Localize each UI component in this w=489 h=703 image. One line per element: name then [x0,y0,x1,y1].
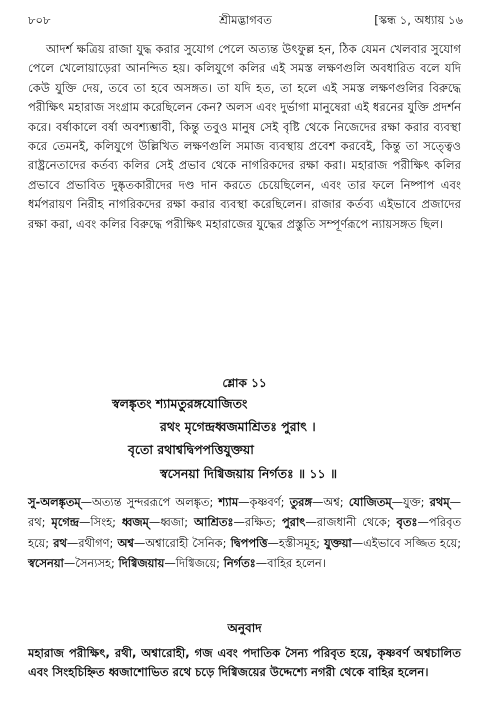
synonym-entry: অশ্ব—অশ্বারোহী সৈনিক; [117,535,227,550]
synonym-meaning: এইভাবে সজ্জিত হয়ে; [363,535,462,550]
synonym-word: নির্গতঃ [223,556,256,571]
synonym-meaning: যুক্ত; [403,495,425,509]
synonym-entry: দ্বিপপত্তি—হস্তীসমূহ; [230,535,320,550]
synonym-meaning: রাজধানী থেকে; [316,515,391,530]
synonym-meaning: অশ্ব; [323,495,344,509]
synonym-word: সু-অলঙ্কৃতম্ [28,495,81,509]
verse-line-3: বৃতো রথাশ্বদ্বিপপত্তিযুক্তয়া [128,442,254,457]
synonym-word: রথ [53,535,67,550]
synonym-entry: ধ্বজম্—ধ্বজা; [121,515,189,530]
synonym-word: যোজিতম্ [348,495,392,509]
synonym-word: রথম্ [429,495,450,509]
synonym-meaning: সিংহ; [90,515,116,530]
verse-line-4: স্বসেনয়া দিগ্বিজয়ায় নির্গতঃ ॥ ১১ ॥ [160,466,338,481]
synonym-meaning: অত্যন্ত সুন্দররূপে অলঙ্কৃত; [92,495,214,509]
translation-paragraph: মহারাজ পরীক্ষিৎ, রথী, অশ্বারোহী, গজ এবং পদাতিক সৈন্য পরিবৃত হয়ে, কৃষ্ণবর্ণ অশ্বচালিত এবং সিংহচিহ্নিত ধ্বজাশোভিত রথে চড়ে দিগ্বিজয়ের উদ্দেশ্যে নগরী থেকে বাহির হলেন। [28,646,461,679]
synonym-word: মৃগেন্দ্র [51,515,80,530]
synonym-word: ধ্বজম্ [121,515,149,530]
synonym-entry: সু-অলঙ্কৃতম্—অত্যন্ত সুন্দররূপে অলঙ্কৃত; [28,495,214,509]
canto-chapter: [স্কন্ধ ১, অধ্যায় ১৬ [374,13,463,27]
synonym-meaning: রক্ষিত; [244,515,277,530]
synonym-meaning: রথীগণ; [78,535,114,550]
synonym-entry: রথ—রথীগণ; [53,535,114,550]
synonym-entry: তুরঙ্গ—অশ্ব; [289,495,344,509]
synonym-word: শ্যাম [218,495,239,509]
synonym-word: বৃতঃ [396,515,418,530]
page-number: ৮০৮ [28,13,51,27]
synonym-word: স্বসেনয়া [28,556,64,571]
synonym-meaning: অশ্বারোহী সৈনিক; [145,535,227,550]
synonym-entry: আশ্রিতঃ—রক্ষিত; [194,515,277,530]
synonym-meaning: ধ্বজা; [160,515,189,530]
synonym-meaning: কৃষ্ণবর্ণ; [249,495,285,509]
synonym-meaning: হস্তীসমূহ; [278,535,320,550]
purport-paragraph: আদর্শ ক্ষত্রিয় রাজা যুদ্ধ করার সুযোগ পেলে অত্যন্ত উৎফুল্ল হন, ঠিক যেমন খেলবার সুযোগ পেলে খেলোয়াড়েরা আনন্দিত হয়। কলিযুগে কলির এই সমস্ত লক্ষণগুলি অবধারিত বলে যদি কেউ যুক্তি দেয়, তবে তা হবে অসঙ্গত। তা যদি হত, তা হলে এই সমস্ত লক্ষণগুলির বিরুদ্ধে পরীক্ষিৎ মহারাজ সংগ্রাম করেছিলেন কেন? অলস এবং দুর্ভাগা মানুষেরা এই ধরনের যুক্তি প্রদর্শন করে। বর্ষাকালে বর্ষা অবশ্যম্ভাবী, কিন্তু তবুও মানুষ সেই বৃষ্টি থেকে নিজেদের রক্ষা করার ব্যবস্থা করে তেমনই, কলিযুগে উল্লিখিত লক্ষণগুলি সমাজ ব্যবস্থায় প্রবেশ করবেই, কিন্তু তা সত্ত্বেও রাষ্ট্রনেতাদের কর্তব্য কলির সেই প্রভাব থেকে নাগরিকদের রক্ষা করা। মহারাজ পরীক্ষিৎ কলির প্রভাবে প্রভাবিত দুষ্কৃতকারীদের দণ্ড দান করতে চেয়েছিলেন, এবং তার ফলে নিষ্পাপ এবং ধর্মপরায়ণ নিরীহ নাগরিকদের রক্ষা করার ব্যবস্থা করেছিলেন। রাজার কর্তব্য এইভাবে প্রজাদের রক্ষা করা, এবং কলির বিরুদ্ধে পরীক্ষিৎ মহারাজের যুদ্ধের প্রস্তুতি সম্পূর্ণরূপে ন্যায়সঙ্গত ছিল। [28,42,461,231]
synonym-entry: স্বসেনয়া—সৈন্যসহ; [28,556,115,571]
synonym-meaning: সৈন্যসহ; [75,556,115,571]
synonyms-paragraph [28,492,461,574]
synonym-entry: শ্যাম—কৃষ্ণবর্ণ; [218,495,285,509]
verse-heading: শ্লোক ১১ [222,376,267,390]
synonym-word: যুক্তয়া [324,535,352,550]
synonym-entry: নির্গতঃ—বাহির হলেন। [223,556,326,571]
synonym-word: দ্বিপপত্তি [230,535,268,550]
verse-line-2: রথং মৃগেন্দ্রধ্বজমাশ্রিতঃ পুরাৎ । [160,419,316,434]
synonym-entry: যুক্তয়া—এইভাবে সজ্জিত হয়ে; [324,535,462,550]
synonym-meaning: বাহির হলেন। [267,556,326,571]
synonym-entry: মৃগেন্দ্র—সিংহ; [51,515,116,530]
book-title: শ্রীমদ্ভাগবত [219,13,272,27]
synonym-entry: দিগ্বিজয়ায়—দিগ্বিজয়ে; [118,556,220,571]
page-header [28,10,463,30]
synonym-meaning: রথ; [28,515,46,530]
translation-heading: অনুবাদ [227,621,262,635]
synonym-word: আশ্রিতঃ [194,515,234,530]
synonym-word: পুরাৎ [281,515,306,530]
synonym-entry: রথম্—রথ; [28,495,461,530]
synonym-entry: বৃতঃ—পরিবৃত হয়ে; [28,515,462,550]
synonym-entry: যোজিতম্—যুক্ত; [348,495,425,509]
synonym-word: অশ্ব [117,535,134,550]
synonym-meaning: দিগ্বিজয়ে; [175,556,220,571]
verse-line-1: স্বলঙ্কৃতং শ্যামতুরঙ্গযোজিতং [112,396,248,411]
synonym-entry: পুরাৎ—রাজধানী থেকে; [281,515,391,530]
synonym-meaning: পরিবৃত হয়ে; [28,515,462,550]
synonym-word: তুরঙ্গ [289,495,313,509]
synonym-word: দিগ্বিজয়ায় [118,556,165,571]
